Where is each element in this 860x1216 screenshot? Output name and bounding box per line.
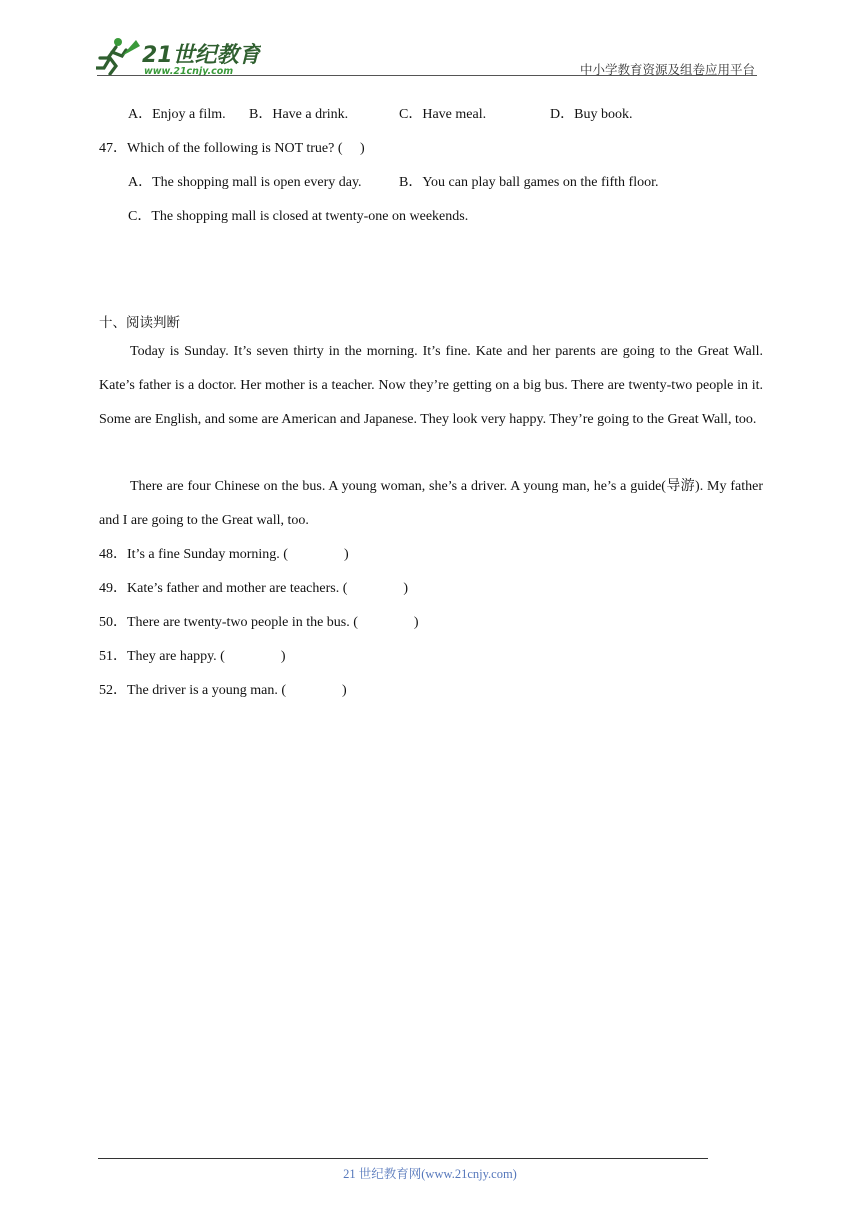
q46-option-a: A．Enjoy a film. xyxy=(128,107,226,122)
header-site-name: 中小学教育资源及组卷应用平台 xyxy=(579,63,755,77)
section-title: 十、阅读判断 xyxy=(99,315,180,331)
q47-option-a: A．The shopping mall is open every day. xyxy=(128,175,362,190)
q46-option-c: C．Have meal. xyxy=(399,107,487,122)
q47-option-c: C．The shopping mall is closed at twenty-one on weekends. xyxy=(128,209,469,224)
footer-divider xyxy=(98,1158,708,1159)
logo-text: 21世纪教育 xyxy=(142,43,261,68)
runner-icon xyxy=(96,38,140,74)
question-50: 50．There are twenty-two people in the bus. ( ) xyxy=(99,615,419,630)
question-52: 52．The driver is a young man. ( ) xyxy=(99,683,347,698)
passage-paragraph-2: There are four Chinese on the bus. A young woman, she’s a driver. A young man, he’s a guide(导游). My father and I are going to the Great wall, too. xyxy=(99,479,763,528)
site-logo xyxy=(96,34,261,78)
question-48: 48．It’s a fine Sunday morning. ( ) xyxy=(99,547,349,562)
question-49: 49．Kate’s father and mother are teachers. ( ) xyxy=(99,581,409,596)
q47-stem: 47．Which of the following is NOT true? ( ) xyxy=(99,141,365,156)
passage-paragraph-1: Today is Sunday. It’s seven thirty in the morning. It’s fine. Kate and her parents are going to the Great Wall. Kate’s father is a doctor. Her mother is a teacher. Now they’re getting on a big bus. There are twenty-two people in it. Some are English, and some are American and Japanese. They look very happy. They’re going to the Great Wall, too. xyxy=(99,344,763,427)
logo-url: www.21cnjy.com xyxy=(144,66,234,77)
q47-option-b: B．You can play ball games on the fifth floor. xyxy=(399,175,659,190)
q46-option-d: D．Buy book. xyxy=(550,107,633,122)
footer-site-link[interactable]: 21 世纪教育网(www.21cnjy.com) xyxy=(343,1167,517,1181)
question-51: 51．They are happy. ( ) xyxy=(99,649,286,664)
header-divider xyxy=(97,75,757,76)
q46-option-b: B．Have a drink. xyxy=(249,107,349,122)
